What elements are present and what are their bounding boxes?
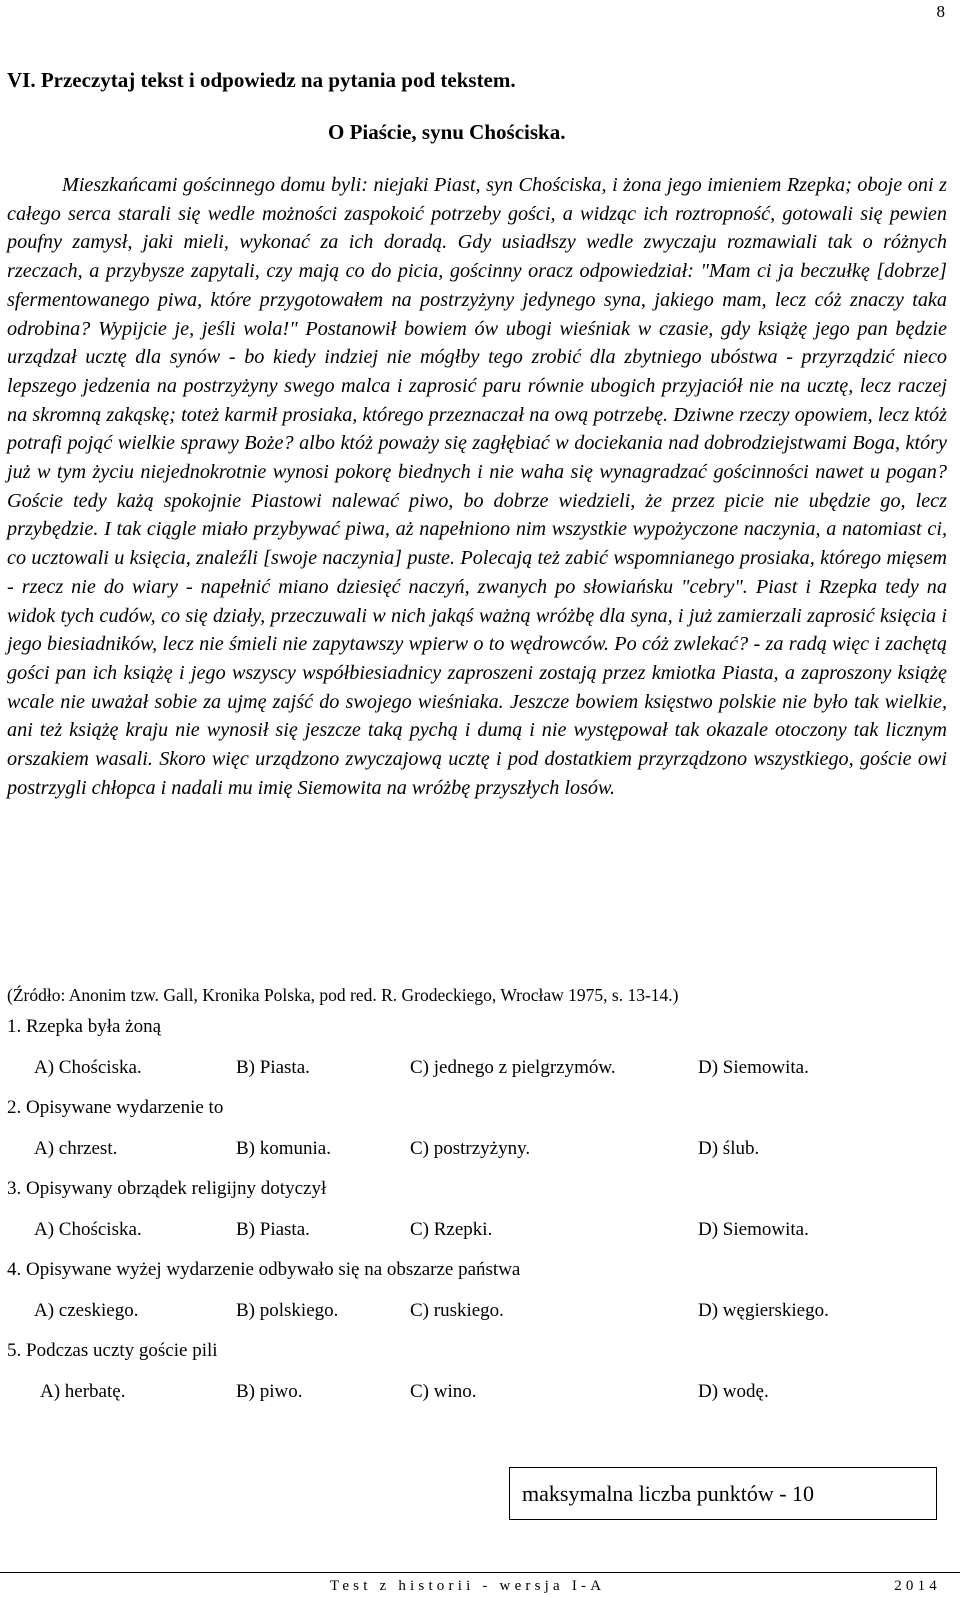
section-heading: VI. Przeczytaj tekst i odpowiedz na pytania pod tekstem. <box>7 68 516 92</box>
option-a[interactable]: A) czeskiego. <box>34 1300 139 1321</box>
max-points-box <box>509 1467 937 1520</box>
footer-rule <box>0 1572 960 1573</box>
option-b[interactable]: B) komunia. <box>236 1138 331 1159</box>
answer-row-4 <box>0 1300 960 1326</box>
option-d[interactable]: D) Siemowita. <box>698 1219 809 1240</box>
option-a[interactable]: A) herbatę. <box>40 1381 126 1402</box>
question-2: 2. Opisywane wydarzenie to <box>7 1097 224 1118</box>
option-c[interactable]: C) Rzepki. <box>410 1219 493 1240</box>
reading-passage: Mieszkańcami gościnnego domu byli: niejaki Piast, syn Chościska, i żona jego imieniem Rzepka; oboje oni z całego serca starali się wedle możności zaspokoić potrzeby gości, a widząc ich roztropność, gotowali się pewien poufny zamysł, jaki mieli, wykonać za ich doradą. Gdy usiadłszy wedle zwyczaju rozmawiali tak o różnych rzeczach, a przybysze zapytali, czy mają co do picia, gościnny oracz odpowiedział: "Mam ci ja beczułkę [dobrze] sfermentowanego piwa, które przygotowałem na postrzyżyny jedynego syna, jakiego mam, lecz cóż znaczy taka odrobina? Wypijcie je, jeśli wola!" Postanowił bowiem ów ubogi wieśniak w czasie, gdy książę jego pan będzie urządzał ucztę dla synów - bo kiedy indziej nie mógłby tego zrobić dla zbytniego ubóstwa - przyrządzić nieco lepszego jedzenia na postrzyżyny swego malca i zaprosić paru równie ubogich przyjaciół nie na ucztę, lecz raczej na skromną zakąskę; toteż karmił prosiaka, którego przeznaczał na ową potrzebę. Dziwne rzeczy opowiem, lecz któż potrafi pojąć wielkie sprawy Boże? albo któż poważy się zagłębiać w dociekania nad dobrodziejstwami Boga, który już w tym życiu niejednokrotnie wynosi pokorę biednych i nie waha się wynagradzać gościnności nawet u pogan? Goście tedy każą spokojnie Piastowi nalewać piwo, bo dobrze wiedzieli, że przez picie nie ubędzie go, lecz przybędzie. I tak ciągle miało przybywać piwa, aż napełniono nim wszystkie wypożyczone naczynia, a natomiast ci, co ucztowali u księcia, znaleźli [swoje naczynia] puste. Polecają też zabić wspomnianego prosiaka, którego mięsem - rzecz nie do wiary - napełnić miano dziesięć naczyń, zwanych po słowiańsku "cebry". Piast i Rzepka tedy na widok tych cudów, co się działy, przeczuwali w nich jakąś ważną wróżbę dla syna, i już zamierzali zaprosić księcia i jego biesiadników, lecz nie śmieli nie zapytawszy wpierw o to wędrowców. Po cóż zwlekać? - za radą więc i zachętą gości pan ich książę i jego wszyscy współbiesiadnicy zaproszeni zostają przez kmiotka Piasta, a zaproszony książę wcale nie uważał sobie za ujmę zajść do swojego wieśniaka. Jeszcze bowiem księstwo polskie nie było tak wielkie, ani też książę kraju nie wynosił się jeszcze taką pychą i dumą i nie występował tak okazale otoczony tak licznym orszakiem wasali. Skoro więc urządzono zwyczajową ucztę i pod dostatkiem przyrządzono wszystkiego, goście owi postrzygli chłopca i nadali mu imię Siemowita na wróżbę przyszłych losów. <box>7 174 947 799</box>
option-c[interactable]: C) jednego z pielgrzymów. <box>410 1057 616 1078</box>
answer-row-2 <box>0 1138 960 1164</box>
page-number: 8 <box>936 2 945 21</box>
footer-year: 2014 <box>894 1578 941 1594</box>
option-c[interactable]: C) wino. <box>410 1381 477 1402</box>
option-c[interactable]: C) postrzyżyny. <box>410 1138 531 1159</box>
answer-row-3 <box>0 1219 960 1245</box>
option-d[interactable]: D) Siemowita. <box>698 1057 809 1078</box>
option-b[interactable]: B) piwo. <box>236 1381 303 1402</box>
footer-test-title: Test z historii - wersja I-A <box>330 1578 606 1594</box>
option-a[interactable]: A) chrzest. <box>34 1138 118 1159</box>
option-b[interactable]: B) Piasta. <box>236 1057 310 1078</box>
question-3: 3. Opisywany obrządek religijny dotyczył <box>7 1178 327 1199</box>
text-title: O Piaście, synu Chościska. <box>328 120 566 144</box>
answer-row-1 <box>0 1057 960 1083</box>
option-a[interactable]: A) Chościska. <box>34 1219 142 1240</box>
answer-row-5 <box>0 1381 960 1407</box>
question-1: 1. Rzepka była żoną <box>7 1016 162 1037</box>
option-a[interactable]: A) Chościska. <box>34 1057 142 1078</box>
max-points-label: maksymalna liczba punktów - 10 <box>522 1481 815 1506</box>
option-b[interactable]: B) polskiego. <box>236 1300 339 1321</box>
option-d[interactable]: D) węgierskiego. <box>698 1300 829 1321</box>
question-5: 5. Podczas uczty goście pili <box>7 1340 218 1361</box>
option-b[interactable]: B) Piasta. <box>236 1219 310 1240</box>
option-d[interactable]: D) ślub. <box>698 1138 760 1159</box>
option-c[interactable]: C) ruskiego. <box>410 1300 504 1321</box>
option-d[interactable]: D) wodę. <box>698 1381 769 1402</box>
source-citation: (Źródło: Anonim tzw. Gall, Kronika Polska, pod red. R. Grodeckiego, Wrocław 1975, s. 13-14.) <box>7 985 679 1005</box>
question-4: 4. Opisywane wyżej wydarzenie odbywało się na obszarze państwa <box>7 1259 521 1280</box>
